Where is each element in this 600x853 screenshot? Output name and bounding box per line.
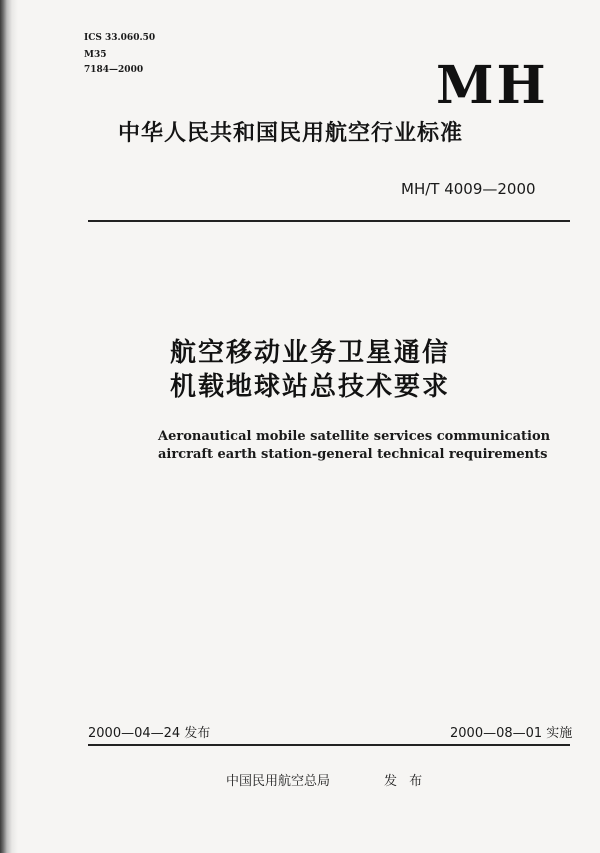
top-divider [88,220,570,222]
registration-number: 7184—2000 [84,65,144,75]
english-title-line-2: aircraft earth station-general technical requirements [158,447,548,462]
english-title-line-1: Aeronautical mobile satellite services communication [158,429,551,444]
issuing-authority: 中国民用航空总局 [226,774,331,789]
standard-number: MH/T 4009—2000 [401,180,536,198]
implementation-date: 2000—08—01 实施 [450,726,573,741]
standard-mark: MH [436,55,549,116]
category-code: M35 [84,50,107,60]
bottom-divider [88,744,570,746]
standard-series-title: 中华人民共和国民用航空行业标准 [118,121,464,146]
chinese-title-line-2: 机载地球站总技术要求 [169,372,450,402]
ics-code: ICS 33.060.50 [84,33,156,43]
chinese-title-line-1: 航空移动业务卫星通信 [169,338,450,368]
issue-date: 2000—04—24 发布 [88,726,211,741]
issuing-verb: 发 布 [384,774,427,789]
scan-edge-shadow [0,0,18,853]
